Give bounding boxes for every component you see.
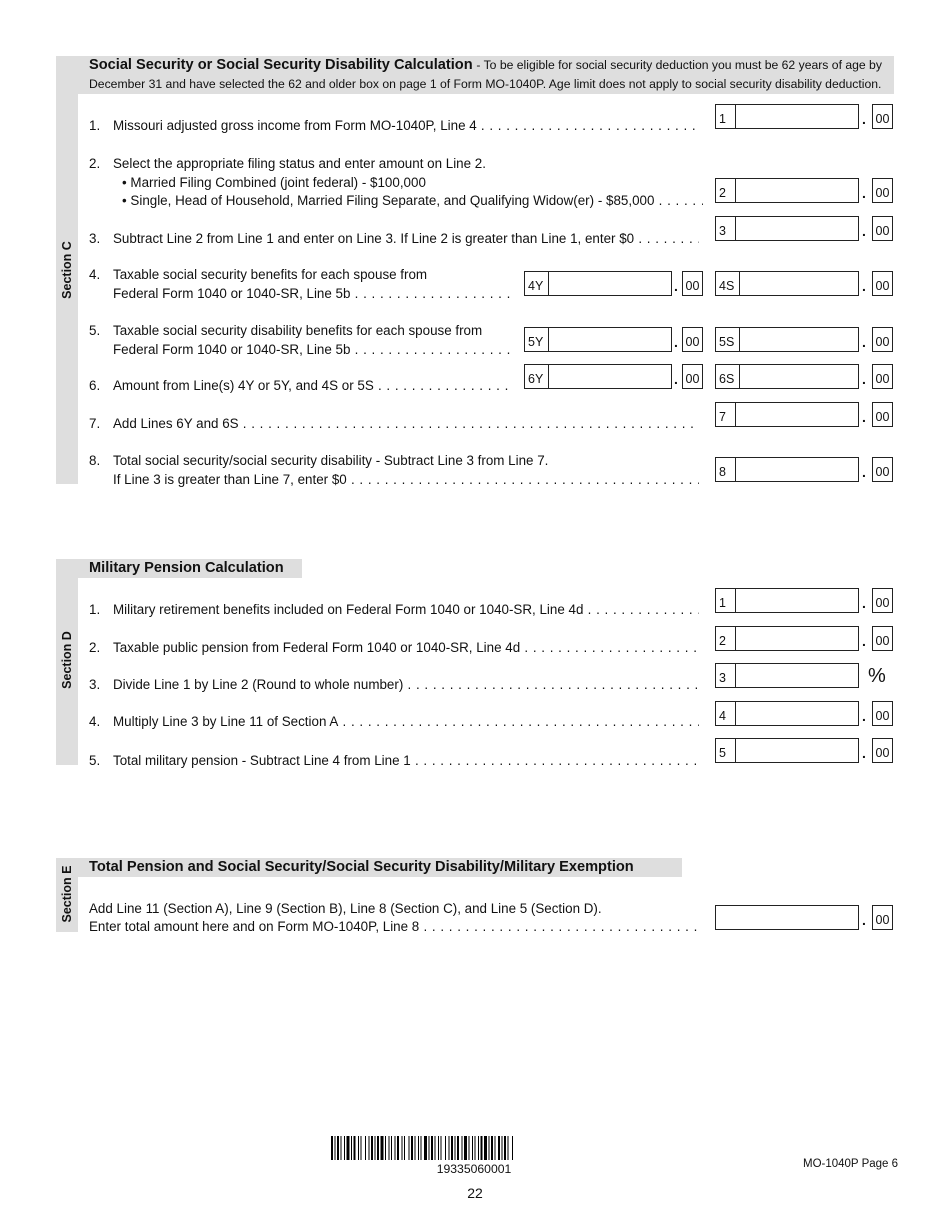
d-line-3-number: 3. [89, 677, 101, 692]
d-line-3-percent-sign: % [868, 665, 886, 687]
c-line-1-row [113, 118, 699, 133]
d-line-5-cents[interactable]: 00 [872, 738, 893, 763]
d-line-1-amount-input[interactable] [715, 588, 859, 613]
c-line-4y-cents[interactable]: 00 [682, 271, 703, 296]
d-line-4-amount-input[interactable] [715, 701, 859, 726]
c-line-6s-amount-input[interactable] [715, 364, 859, 389]
c-line-2-bullet-2-row [122, 193, 703, 208]
c-line-4-row [113, 286, 513, 301]
c-line-2-amount-input[interactable] [715, 178, 859, 203]
section-c-label: Section C [60, 241, 74, 299]
c-line-8-cents[interactable]: 00 [872, 457, 893, 482]
c-line-7-text: Add Lines 6Y and 6S . . . [113, 416, 699, 431]
c-line-6y-amount-input[interactable] [524, 364, 672, 389]
barcode-number: 19335060001 [436, 1162, 512, 1176]
c-line-8-text-1: Total social security/social security disability - Subtract Line 3 from Line 7. [113, 453, 549, 468]
d-line-4-cents[interactable]: 00 [872, 701, 893, 726]
barcode-image [331, 1136, 617, 1160]
d-line-2-box-code: 2 [716, 627, 736, 650]
c-line-4s-box-code: 4S [716, 272, 740, 295]
c-line-8-text-2: If Line 3 is greater than Line 7, enter $0 . . . [113, 472, 699, 487]
c-line-8-number: 8. [89, 453, 101, 468]
c-line-4-text-1: Taxable social security benefits for each spouse from [113, 267, 428, 282]
c-line-4y-amount-input[interactable] [524, 271, 672, 296]
section-c-title: Social Security or Social Security Disability Calculation [89, 57, 473, 73]
c-line-5-text-2: Federal Form 1040 or 1040-SR, Line 5b . . . [113, 342, 513, 357]
d-line-4-decimal: . [862, 708, 866, 724]
c-line-6-number: 6. [89, 378, 101, 393]
c-line-7-cents[interactable]: 00 [872, 402, 893, 427]
c-line-3-number: 3. [89, 231, 101, 246]
c-line-6s-decimal: . [862, 371, 866, 387]
c-line-6y-cents[interactable]: 00 [682, 364, 703, 389]
c-line-4y-decimal: . [674, 278, 678, 294]
c-line-5-number: 5. [89, 323, 101, 338]
c-line-7-box-code: 7 [716, 403, 736, 426]
c-line-8-decimal: . [862, 464, 866, 480]
d-line-4-number: 4. [89, 714, 101, 729]
page-label: MO-1040P Page 6 [803, 1158, 899, 1170]
c-line-6y-decimal: . [674, 371, 678, 387]
c-line-5s-decimal: . [862, 334, 866, 350]
c-line-2-bullet-1: • Married Filing Combined (joint federal) - $100,000 [122, 175, 426, 190]
c-line-6s-cents[interactable]: 00 [872, 364, 893, 389]
c-line-2-text: Select the appropriate filing status and enter amount on Line 2. [113, 156, 486, 171]
c-line-5-text-1: Taxable social security disability benefits for each spouse from [113, 323, 483, 338]
c-line-7-number: 7. [89, 416, 101, 431]
d-line-5-text: Total military pension - Subtract Line 4 from Line 1 . . . [113, 753, 699, 768]
section-c-title-row [89, 57, 882, 73]
c-line-2-number: 2. [89, 156, 101, 171]
c-line-2-decimal: . [862, 185, 866, 201]
c-line-5y-box-code: 5Y [525, 328, 549, 351]
c-line-4s-decimal: . [862, 278, 866, 294]
c-line-8-amount-input[interactable] [715, 457, 859, 482]
e-decimal: . [862, 912, 866, 928]
d-line-1-text: Military retirement benefits included on Federal Form 1040 or 1040-SR, Line 4d . . . [113, 602, 699, 617]
c-line-4s-amount-input[interactable] [715, 271, 859, 296]
d-line-5-amount-input[interactable] [715, 738, 859, 763]
d-line-5-row [113, 753, 699, 768]
c-line-6-row [113, 378, 513, 393]
section-c-intro-line2: December 31 and have selected the 62 and older box on page 1 of Form MO-1040P. Age limit does not apply to social security disability deduction. [89, 77, 882, 91]
d-line-3-row [113, 677, 699, 692]
d-line-1-cents[interactable]: 00 [872, 588, 893, 613]
c-line-3-decimal: . [862, 223, 866, 239]
c-line-3-cents[interactable]: 00 [872, 216, 893, 241]
c-line-5-row [113, 342, 513, 357]
c-line-5y-cents[interactable]: 00 [682, 327, 703, 352]
page-number: 22 [467, 1185, 483, 1201]
c-line-7-decimal: . [862, 409, 866, 425]
d-line-4-text: Multiply Line 3 by Line 11 of Section A . . . [113, 714, 699, 729]
d-line-3-text: Divide Line 1 by Line 2 (Round to whole number) . . . [113, 677, 699, 692]
e-text-1: Add Line 11 (Section A), Line 9 (Section B), Line 8 (Section C), and Line 5 (Section D). [89, 901, 602, 916]
c-line-7-row [113, 416, 699, 431]
e-row [89, 919, 703, 934]
c-line-6s-box-code: 6S [716, 365, 740, 388]
d-line-2-text: Taxable public pension from Federal Form 1040 or 1040-SR, Line 4d . . . [113, 640, 699, 655]
d-line-3-percent-input[interactable] [715, 663, 859, 688]
c-line-1-cents[interactable]: 00 [872, 104, 893, 129]
d-line-5-decimal: . [862, 745, 866, 761]
e-cents[interactable]: 00 [872, 905, 893, 930]
c-line-4s-cents[interactable]: 00 [872, 271, 893, 296]
d-line-1-row [113, 602, 699, 617]
c-line-1-text: Missouri adjusted gross income from Form MO-1040P, Line 4 . . . [113, 118, 699, 133]
section-e-title: Total Pension and Social Security/Social Security Disability/Military Exemption [89, 859, 634, 875]
d-line-4-row [113, 714, 699, 729]
c-line-1-box-code: 1 [716, 105, 736, 128]
e-total-amount-input[interactable] [715, 905, 859, 930]
d-line-2-amount-input[interactable] [715, 626, 859, 651]
d-line-1-number: 1. [89, 602, 101, 617]
c-line-8-box-code: 8 [716, 458, 736, 481]
c-line-5s-cents[interactable]: 00 [872, 327, 893, 352]
c-line-2-box-code: 2 [716, 179, 736, 202]
d-line-2-row [113, 640, 699, 655]
c-line-6y-box-code: 6Y [525, 365, 549, 388]
c-line-5y-amount-input[interactable] [524, 327, 672, 352]
c-line-5s-amount-input[interactable] [715, 327, 859, 352]
c-line-1-number: 1. [89, 118, 101, 133]
c-line-1-amount-input[interactable] [715, 104, 859, 129]
d-line-2-decimal: . [862, 633, 866, 649]
c-line-4-text-2: Federal Form 1040 or 1040-SR, Line 5b . . . [113, 286, 513, 301]
d-line-1-decimal: . [862, 595, 866, 611]
e-text-2: Enter total amount here and on Form MO-1040P, Line 8 . . . [89, 919, 703, 934]
c-line-3-row [113, 231, 699, 246]
d-line-3-box-code: 3 [716, 664, 736, 687]
section-c-intro: - To be eligible for social security deduction you must be 62 years of age by [476, 58, 882, 72]
d-line-2-cents[interactable]: 00 [872, 626, 893, 651]
c-line-6-text: Amount from Line(s) 4Y or 5Y, and 4S or 5S . . . [113, 378, 513, 393]
d-line-5-box-code: 5 [716, 739, 736, 762]
c-line-2-bullet-2: • Single, Head of Household, Married Filing Separate, and Qualifying Widow(er) - $85,000 . . . [122, 193, 703, 208]
c-line-5y-decimal: . [674, 334, 678, 350]
c-line-4y-box-code: 4Y [525, 272, 549, 295]
d-line-1-box-code: 1 [716, 589, 736, 612]
section-d-title: Military Pension Calculation [89, 560, 284, 576]
c-line-5s-box-code: 5S [716, 328, 740, 351]
c-line-8-row [113, 472, 699, 487]
c-line-3-box-code: 3 [716, 217, 736, 240]
d-line-5-number: 5. [89, 753, 101, 768]
c-line-3-amount-input[interactable] [715, 216, 859, 241]
section-e-label: Section E [60, 865, 74, 923]
c-line-1-decimal: . [862, 111, 866, 127]
c-line-7-amount-input[interactable] [715, 402, 859, 427]
d-line-4-box-code: 4 [716, 702, 736, 725]
c-line-4-number: 4. [89, 267, 101, 282]
section-d-label: Section D [60, 631, 74, 689]
c-line-2-cents[interactable]: 00 [872, 178, 893, 203]
d-line-2-number: 2. [89, 640, 101, 655]
c-line-3-text: Subtract Line 2 from Line 1 and enter on Line 3. If Line 2 is greater than Line 1, enter $0 . . . [113, 231, 699, 246]
